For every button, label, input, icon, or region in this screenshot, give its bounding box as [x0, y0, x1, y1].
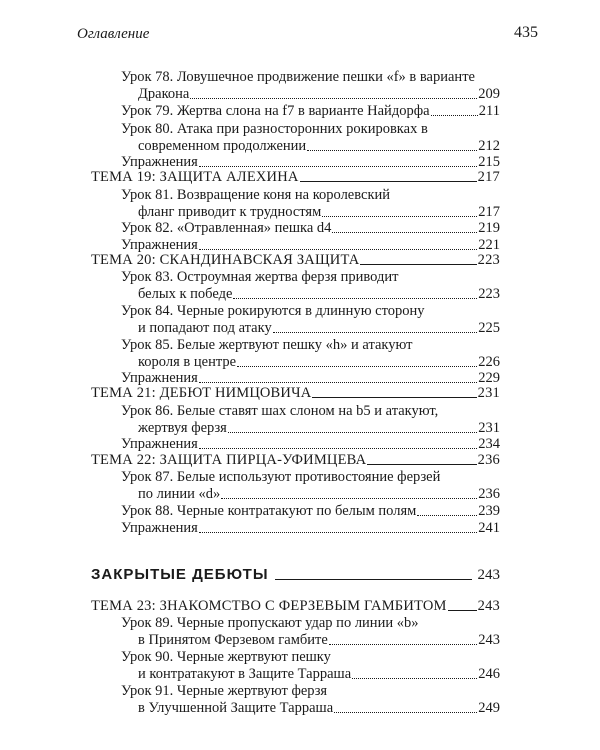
toc-entry-text: современном продолжении	[138, 138, 307, 154]
leader-line	[300, 180, 477, 182]
leader-dots	[233, 297, 477, 299]
toc-part-closed-openings[interactable]	[91, 565, 500, 585]
leader-dots	[352, 677, 477, 679]
toc-page-number: 212	[478, 138, 500, 154]
leader-dots	[190, 97, 477, 99]
toc-entry-text: Упражнения	[121, 436, 198, 452]
toc-topic-19[interactable]	[91, 168, 500, 186]
toc-page-number: 223	[478, 286, 500, 302]
toc-page-number: 243	[477, 567, 500, 583]
leader-dots	[199, 531, 477, 533]
leader-dots	[431, 114, 478, 116]
toc-topic-text: ТЕМА 21: ДЕБЮТ НИМЦОВИЧА	[91, 385, 312, 401]
toc-topic-text: ТЕМА 19: ЗАЩИТА АЛЕХИНА	[91, 169, 299, 185]
toc-topic-22[interactable]	[91, 451, 500, 469]
toc-page-number: 209	[478, 86, 500, 102]
toc-entry-text: в Принятом Ферзевом гамбите	[138, 632, 328, 648]
toc-page-number: 241	[478, 520, 500, 536]
toc-lesson-90-line2[interactable]	[138, 665, 500, 683]
toc-entry-text: Урок 84. Черные рокируются в длинную сторону	[121, 303, 425, 319]
toc-page-number: 246	[478, 666, 500, 682]
toc-entry-text: Дракона	[138, 86, 190, 102]
toc-page-number: 231	[478, 420, 500, 436]
toc-entry-text: белых к победе	[138, 286, 233, 302]
toc-entry-text: Упражнения	[121, 154, 198, 170]
leader-line	[312, 396, 476, 398]
toc-lesson-87-line2[interactable]	[138, 485, 500, 503]
toc-page-number: 229	[478, 370, 500, 386]
leader-dots	[199, 165, 477, 167]
leader-dots	[417, 514, 477, 516]
toc-entry-text: Урок 91. Черные жертвуют ферзя	[121, 683, 328, 699]
toc-entry-text: и контратакуют в Защите Тарраша	[138, 666, 352, 682]
leader-line	[367, 463, 476, 465]
toc-entry-text: Урок 85. Белые жертвуют пешку «h» и атакуют	[121, 337, 413, 353]
leader-line	[448, 609, 477, 611]
toc-topic-text: ТЕМА 20: СКАНДИНАВСКАЯ ЗАЩИТА	[91, 252, 360, 268]
toc-lesson-81-line1[interactable]	[121, 186, 500, 204]
toc-page-number: 226	[478, 354, 500, 370]
toc-lesson-80-line1[interactable]	[121, 120, 500, 138]
toc-entry-text: и попадают под атаку	[138, 320, 272, 336]
toc-entry-text: Урок 80. Атака при разносторонних рокировках в	[121, 121, 428, 137]
toc-entry-text: Урок 88. Черные контратакуют по белым полям	[121, 503, 417, 519]
toc-page-number: 239	[478, 503, 500, 519]
toc-entry-text: фланг приводит к трудностям	[138, 204, 322, 220]
toc-page-number: 234	[478, 436, 500, 452]
toc-entry-text: Упражнения	[121, 520, 198, 536]
leader-dots	[199, 381, 477, 383]
toc-lesson-78-line2[interactable]	[138, 85, 500, 103]
toc-page-number: 223	[477, 252, 500, 268]
toc-part-title: ЗАКРЫТЫЕ ДЕБЮТЫ	[91, 566, 269, 583]
toc-entry-text: Упражнения	[121, 370, 198, 386]
toc-entry-text: короля в центре	[138, 354, 237, 370]
toc-entry-text: Урок 82. «Отравленная» пешка d4	[121, 220, 332, 236]
toc-lesson-84-line2[interactable]	[138, 319, 500, 337]
toc-entry-text: Урок 83. Остроумная жертва ферзя приводит	[121, 269, 399, 285]
toc-entry-text: Урок 86. Белые ставят шах слоном на b5 и атакуют,	[121, 403, 439, 419]
toc-page-number: 243	[478, 632, 500, 648]
toc-page-number: 249	[478, 700, 500, 716]
leader-line	[360, 263, 476, 265]
toc-entry-text: Урок 89. Черные пропускают удар по линии «b»	[121, 615, 419, 631]
toc-page-number: 221	[478, 237, 500, 253]
leader-dots	[329, 643, 477, 645]
toc-page-number: 211	[478, 103, 500, 119]
toc-lesson-83-line2[interactable]	[138, 285, 500, 303]
toc-entry-text: Урок 78. Ловушечное продвижение пешки «f» в варианте	[121, 69, 475, 85]
toc-page-number: 217	[478, 204, 500, 220]
toc-lesson-88[interactable]	[121, 502, 500, 520]
toc-entry-text: Урок 90. Черные жертвуют пешку	[121, 649, 331, 665]
toc-lesson-86-line1[interactable]	[121, 402, 500, 420]
toc-lesson-91-line2[interactable]	[138, 699, 500, 717]
toc-entry-text: Упражнения	[121, 237, 198, 253]
leader-dots	[334, 711, 477, 713]
leader-dots	[228, 431, 477, 433]
toc-lesson-78-line1[interactable]	[121, 68, 500, 86]
toc-entry-text: жертвуя ферзя	[138, 420, 227, 436]
leader-dots	[307, 149, 477, 151]
toc-lesson-89-line1[interactable]	[121, 614, 500, 632]
toc-page-number: 243	[477, 598, 500, 614]
toc-topic-text: ТЕМА 22: ЗАЩИТА ПИРЦА-УФИМЦЕВА	[91, 452, 367, 468]
section-title: Оглавление	[77, 26, 150, 42]
toc-page-number: 217	[477, 169, 500, 185]
toc-lesson-84-line1[interactable]	[121, 302, 500, 320]
toc-entry-text: в Улучшенной Защите Тарраша	[138, 700, 334, 716]
leader-dots	[199, 248, 477, 250]
toc-page-number: 215	[478, 154, 500, 170]
toc-page-number: 236	[478, 486, 500, 502]
toc-lesson-91-line1[interactable]	[121, 682, 500, 700]
toc-topic-20[interactable]	[91, 251, 500, 269]
toc-lesson-82[interactable]	[121, 219, 500, 237]
leader-dots	[273, 331, 478, 333]
leader-dots	[199, 447, 477, 449]
toc-lesson-87-line1[interactable]	[121, 468, 500, 486]
toc-entry-text: Урок 87. Белые используют противостояние ферзей	[121, 469, 441, 485]
toc-entry-text: Урок 81. Возвращение коня на королевский	[121, 187, 391, 203]
leader-dots	[237, 365, 477, 367]
toc-page-number: 225	[478, 320, 500, 336]
leader-dots	[332, 231, 477, 233]
leader-dots	[322, 215, 477, 217]
toc-lesson-85-line1[interactable]	[121, 336, 500, 354]
toc-topic-text: ТЕМА 23: ЗНАКОМСТВО С ФЕРЗЕВЫМ ГАМБИТОМ	[91, 598, 447, 614]
toc-page-number: 236	[477, 452, 500, 468]
toc-topic-23[interactable]	[91, 597, 500, 615]
toc-lesson-83-line1[interactable]	[121, 268, 500, 286]
toc-lesson-90-line1[interactable]	[121, 648, 500, 666]
toc-entry-text: Урок 79. Жертва слона на f7 в варианте Найдорфа	[121, 103, 430, 119]
toc-topic-21[interactable]	[91, 384, 500, 402]
toc-entry-text: по линии «d»	[138, 486, 221, 502]
page-number: 435	[514, 24, 538, 41]
leader-dots	[221, 497, 477, 499]
leader-line	[275, 578, 472, 580]
toc-lesson-89-line2[interactable]	[138, 631, 500, 649]
toc-exercises-22[interactable]	[121, 519, 500, 537]
toc-page-number: 219	[478, 220, 500, 236]
toc-page-number: 231	[477, 385, 500, 401]
toc-lesson-79[interactable]	[121, 102, 500, 120]
